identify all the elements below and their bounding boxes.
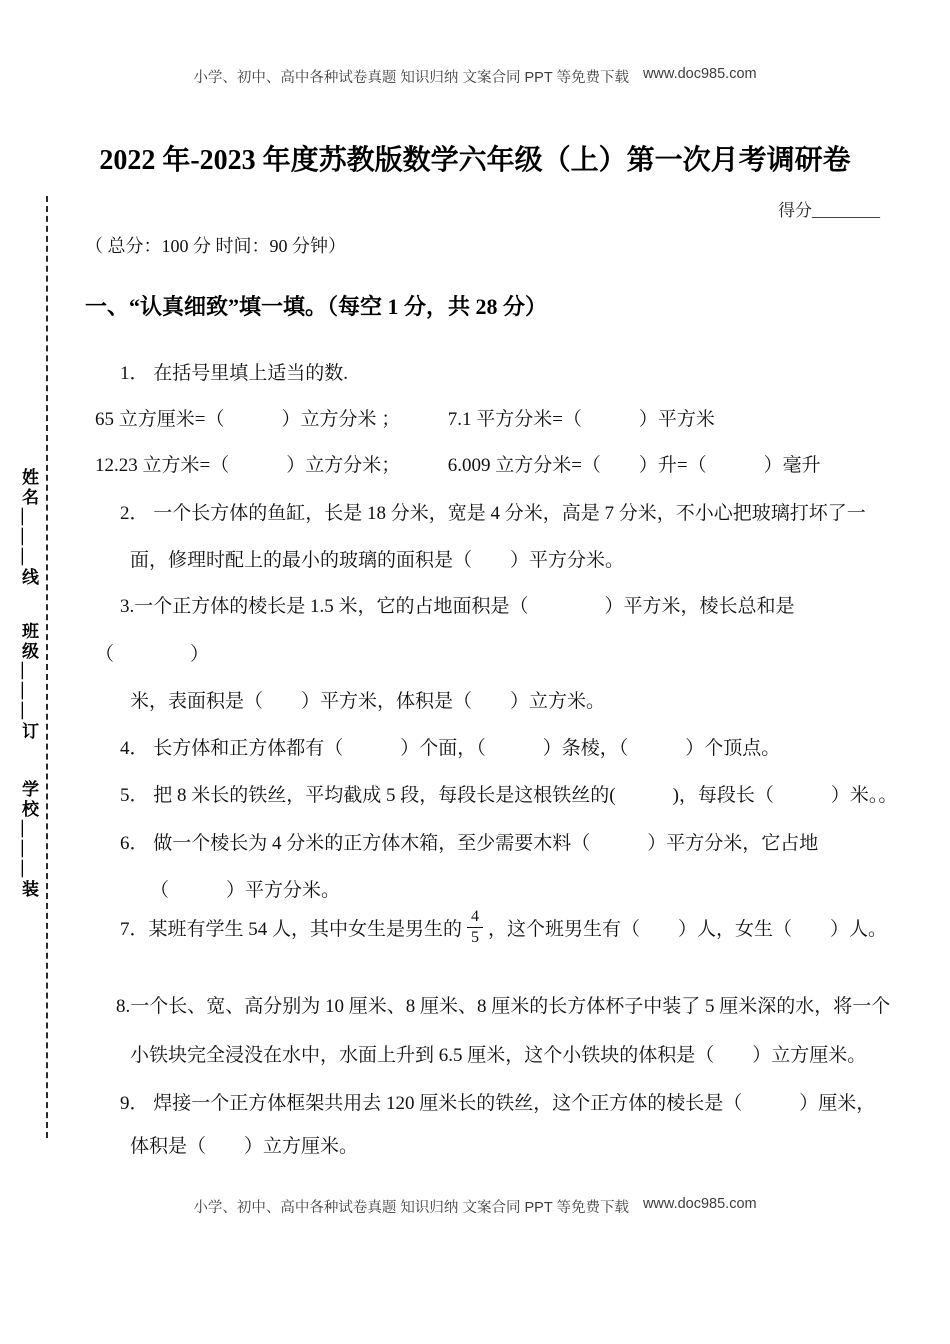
footer-note-url: www.doc985.com: [642, 1196, 757, 1212]
binding-rail-class-field: 班级＿＿＿订: [19, 622, 38, 742]
header-note: [0, 66, 950, 87]
question-line-15: 9． 焊接一个正方体框架共用去 120 厘米长的铁丝，这个正方体的棱长是（ ）厘米，: [120, 1093, 876, 1114]
question-line-3: 12.23 立方米=（ ）立方分米； 6.009 立方分米=（ ）升=（ ）毫升: [95, 455, 821, 476]
binding-rail-name-field: 姓名＿＿＿线: [19, 468, 38, 588]
question-line-4: 2． 一个长方体的鱼缸，长是 18 分米，宽是 4 分米，高是 7 分米，不小心把玻璃打坏了一: [120, 503, 866, 524]
question-line-13: 8.一个长、宽、高分别为 10 厘米、8 厘米、8 厘米的长方体杯子中装了 5 厘米深的水，将一个: [116, 996, 891, 1017]
footer-note-text: 小学、初中、高中各种试卷真题 知识归纳 文案合同 PPT 等免费下载: [193, 1200, 629, 1216]
question-line-10: 5． 把 8 米长的铁丝，平均截成 5 段，每段长是这根铁丝的( )，每段长（ ）米。。: [120, 785, 898, 806]
question-line-14: 小铁块完全浸没在水中，水面上升到 6.5 厘米，这个小铁块的体积是（ ）立方厘米。: [130, 1045, 867, 1066]
question-line-12: （ ）平方分米。: [150, 880, 341, 901]
fraction-four-fifths: [467, 908, 483, 946]
score-label: 得分________: [778, 201, 880, 220]
question-line-2: 65 立方厘米=（ ）立方分米 ； 7.1 平方分米=（ ）平方米: [95, 409, 715, 430]
page-title: 2022 年-2023 年度苏教版数学六年级（上）第一次月考调研卷: [99, 145, 851, 176]
total-score-time: （ 总分：100 分 时间：90 分钟）: [85, 236, 346, 256]
header-note-text: 小学、初中、高中各种试卷真题 知识归纳 文案合同 PPT 等免费下载: [193, 70, 629, 86]
fraction-numerator: 4: [467, 908, 483, 928]
question-line-8: 米，表面积是（ ）平方米，体积是（ ）立方米。: [130, 691, 606, 712]
question-7-line: [120, 908, 887, 946]
question-line-11: 6． 做一个棱长为 4 分米的正方体木箱，至少需要木料（ ）平方分米，它占地: [120, 833, 819, 854]
question-line-6: 3.一个正方体的棱长是 1.5 米，它的占地面积是（ ）平方米，棱长总和是: [120, 596, 795, 617]
fraction-denominator: 5: [471, 928, 480, 946]
question-line-9: 4． 长方体和正方体都有（ ）个面，（ ）条棱，（ ）个顶点。: [120, 738, 781, 759]
footer-note: [0, 1196, 950, 1217]
question-7-after: ，这个班男生有（ ）人，女生（ ）人。: [488, 918, 888, 940]
section-one-heading: 一、“认真细致”填一填。（每空 1 分，共 28 分）: [85, 294, 548, 319]
binding-rail-school-field: 学校＿＿＿装: [19, 780, 38, 900]
question-7-before: 7．某班有学生 54 人，其中女生是男生的: [120, 918, 463, 940]
question-line-7: （ ）: [95, 644, 210, 665]
header-note-url: www.doc985.com: [642, 66, 757, 82]
question-line-16: 体积是（ ）立方厘米。: [130, 1136, 359, 1157]
question-line-1: 1． 在括号里填上适当的数.: [120, 363, 349, 384]
question-line-5: 面，修理时配上的最小的玻璃的面积是（ ）平方分米。: [130, 550, 625, 571]
binding-dashed-line: [46, 196, 48, 1138]
